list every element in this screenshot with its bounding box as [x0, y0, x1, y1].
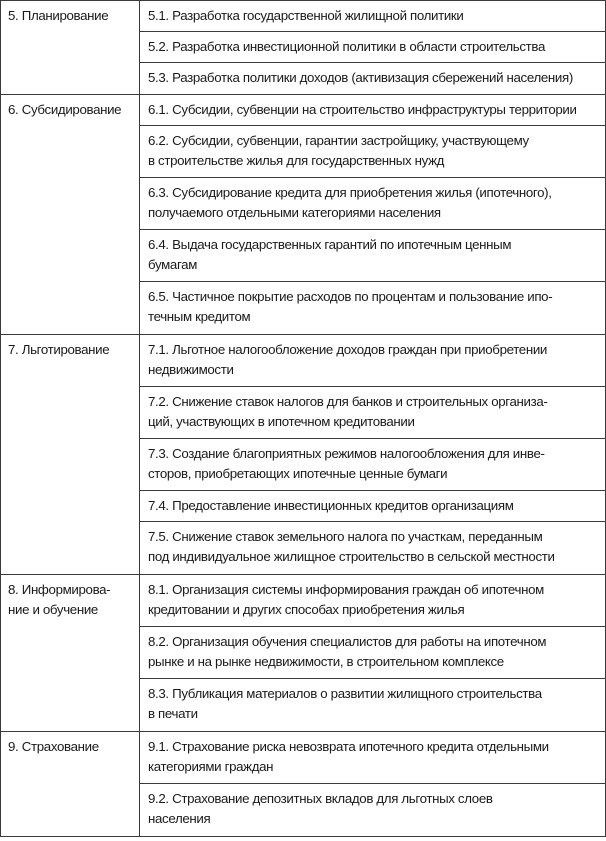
category-title-line: ние и обучение [8, 602, 98, 617]
list-item: 7.5. Снижение ставок земельного налога по участкам, переданным под индивидуальное жилищное строительство в сельской местности [148, 529, 555, 564]
list-item: 6.3. Субсидирование кредита для приобретения жилья (ипотечного), получаемого отдельными категориями населения [140, 178, 605, 230]
list-item: 9.2. Страхование депозитных вкладов для льготных слоев населения [148, 791, 493, 826]
table-row [1, 575, 606, 732]
list-item: 5.3. Разработка политики доходов (активизация сбережений населения) [148, 70, 573, 85]
category-cell [1, 575, 140, 732]
list-item: 6.1. Субсидии, субвенции на строительство инфраструктуры территории [140, 95, 605, 126]
category-title-line: 8. Информирова- [8, 582, 111, 597]
list-item: 7.2. Снижение ставок налогов для банков и строительных организа- ций, участвующих в ипотечном кредитовании [140, 387, 605, 439]
list-item: 9.1. Страхование риска невозврата ипотечного кредита отдельными категориями граждан [140, 732, 605, 784]
table-row [1, 1, 606, 95]
items-cell [140, 95, 606, 335]
list-item: 6.4. Выдача государственных гарантий по ипотечным ценным бумагам [140, 230, 605, 282]
items-cell [140, 1, 606, 95]
list-item: 8.3. Публикация материалов о развитии жилищного строительства в печати [148, 686, 542, 721]
table-row [1, 335, 606, 575]
category-cell [1, 732, 140, 837]
category-title: 7. Льготирование [8, 342, 110, 357]
list-item: 5.1. Разработка государственной жилищной политики [140, 1, 605, 32]
category-cell [1, 1, 140, 95]
items-cell [140, 575, 606, 732]
category-title: 6. Субсидирование [8, 102, 122, 117]
list-item: 6.5. Частичное покрытие расходов по процентам и пользование ипо- течным кредитом [148, 289, 553, 324]
table-row [1, 95, 606, 335]
list-item: 8.2. Организация обучения специалистов для работы на ипотечном рынке и на рынке недвижимости, в строительном комплексе [140, 627, 605, 679]
category-cell [1, 95, 140, 335]
items-cell [140, 335, 606, 575]
category-title: 9. Страхование [8, 739, 99, 754]
category-cell [1, 335, 140, 575]
list-item: 5.2. Разработка инвестиционной политики в области строительства [140, 32, 605, 63]
category-title: 5. Планирование [8, 8, 109, 23]
list-item: 7.1. Льготное налогообложение доходов граждан при приобретении недвижимости [140, 335, 605, 387]
items-cell [140, 732, 606, 837]
list-item: 7.4. Предоставление инвестиционных кредитов организациям [140, 491, 605, 522]
list-item: 6.2. Субсидии, субвенции, гарантии застройщику, участвующему в строительстве жилья для государственных нужд [140, 126, 605, 178]
list-item: 8.1. Организация системы информирования граждан об ипотечном кредитовании и других способах приобретения жилья [140, 575, 605, 627]
list-item: 7.3. Создание благоприятных режимов налогообложения для инве- сторов, приобретающих ипотечные ценные бумаги [140, 439, 605, 491]
table-row [1, 732, 606, 837]
